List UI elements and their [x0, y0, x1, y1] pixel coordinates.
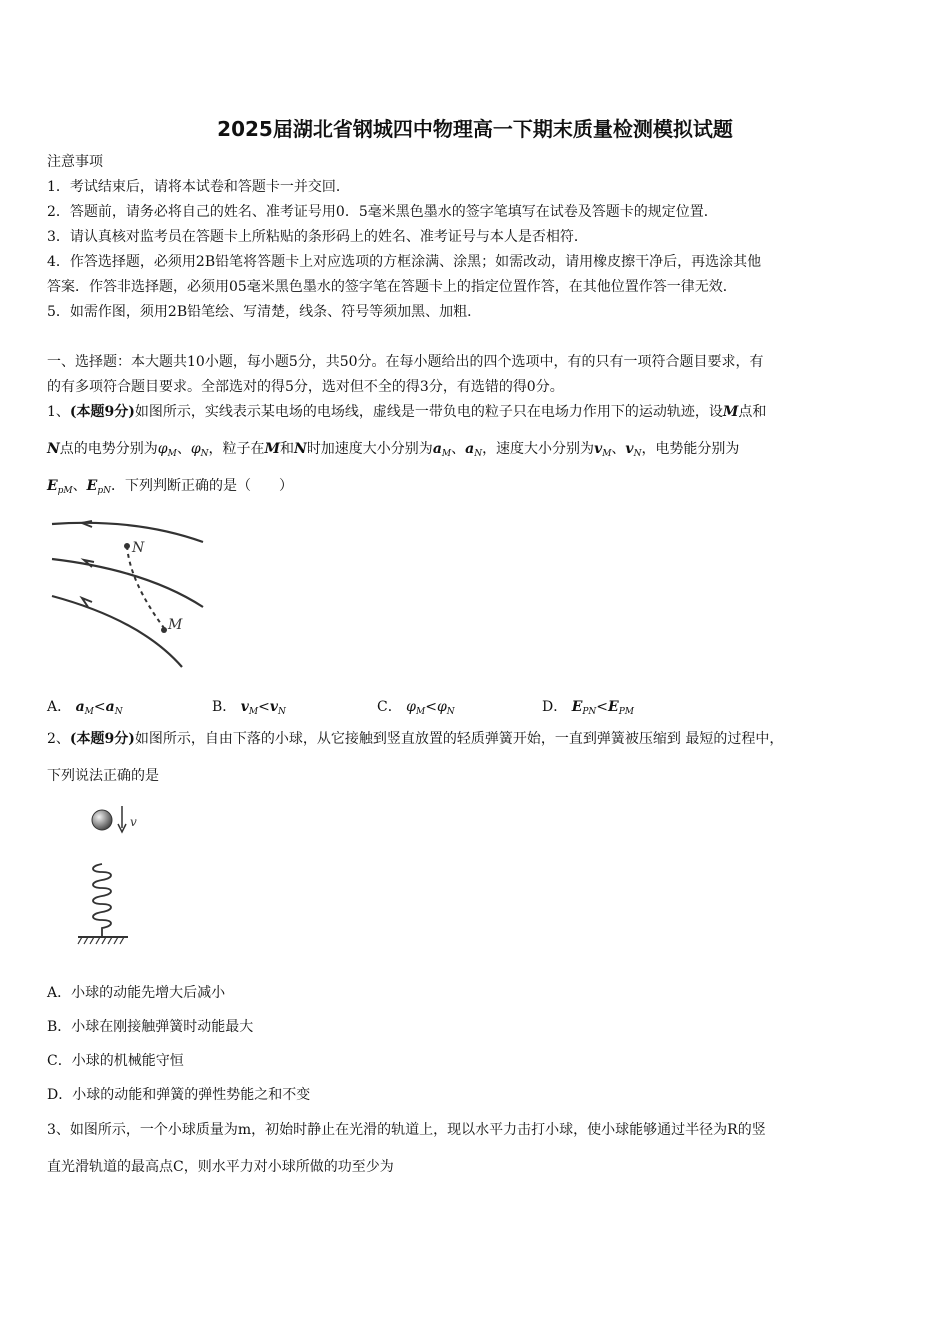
notice-item-4: 4．作答选择题，必须用2B铅笔将答题卡上对应选项的方框涂满、涂黑；如需改动，请用橡皮擦干净后，再选涂其他 — [47, 254, 762, 270]
q1-option-c[interactable] — [377, 696, 455, 717]
q2-option-d[interactable]: D．小球的动能和弹簧的弹性势能之和不变 — [47, 1087, 311, 1103]
q1-line-2 — [47, 440, 739, 463]
q1-option-d[interactable] — [542, 696, 634, 717]
q1-field-figure — [46, 510, 216, 675]
q2-line-2: 下列说法正确的是 — [47, 768, 159, 784]
q1-v: v — [594, 441, 603, 457]
q1-text-1b: 点和 — [738, 404, 767, 420]
q1-option-rel: < — [425, 699, 437, 715]
q1-E: E — [86, 478, 98, 494]
q1-option-sub: M — [84, 707, 94, 717]
q1-option-rel: < — [596, 699, 609, 715]
page-title: 2025届湖北省钢城四中物理高一下期末质量检测模拟试题 — [217, 117, 733, 141]
q1-sub: N — [633, 449, 642, 459]
notice-item-3: 3．请认真核对监考员在答题卡上所粘贴的条形码上的姓名、准考证号与本人是否相符． — [47, 229, 588, 245]
q1-option-letter: D． — [542, 699, 568, 715]
q1-M: M — [264, 441, 281, 457]
q1-option-sub: N — [446, 707, 455, 717]
q1-option-text: E — [608, 699, 619, 715]
q1-sep: 、 — [611, 441, 626, 457]
q2-number: 2、 — [47, 731, 70, 747]
q1-sub: pN — [97, 486, 111, 496]
q1-N: N — [294, 441, 307, 457]
q1-text-2e: ，电势能分别为 — [641, 441, 740, 457]
ground-hatch — [78, 937, 124, 944]
q1-option-text: φ — [406, 699, 416, 715]
q1-number: 1、 — [47, 404, 70, 420]
notice-item-4-cont: 答案．作答非选择题，必须用05毫米黑色墨水的签字笔在答题卡上的指定位置作答，在其他位置作答一律无效． — [47, 279, 737, 295]
notice-item-2: 2．答题前，请务必将自己的姓名、准考证号用0．5毫米黑色墨水的签字笔填写在试卷及答题卡的规定位置． — [47, 204, 718, 220]
point-M-dot — [161, 627, 167, 633]
q1-option-sub: M — [415, 707, 426, 717]
q1-option-text: E — [571, 699, 583, 715]
q1-sub: N — [200, 449, 209, 459]
q1-option-sub: N — [277, 707, 286, 717]
q3-line-2: 直光滑轨道的最高点C，则水平力对小球所做的功至少为 — [47, 1159, 394, 1175]
q1-sep: 、 — [451, 441, 466, 457]
q1-option-sub: N — [114, 707, 123, 717]
field-arrow-icon — [82, 521, 92, 527]
q2-text-1: 如图所示，自由下落的小球，从它接触到竖直放置的轻质弹簧开始，一直到弹簧被压缩到 最短的过程中， — [134, 731, 784, 747]
q1-text-2c: 时加速度大小分别为 — [306, 441, 433, 457]
q1-option-letter: A． — [47, 699, 72, 715]
label-N: N — [132, 540, 145, 556]
notice-item-1: 1．考试结束后，请将本试卷和答题卡一并交回． — [47, 179, 350, 195]
q2-line-1 — [47, 730, 783, 748]
q1-sub: pM — [57, 486, 73, 496]
section-intro-1: 一、选择题：本大题共10小题，每小题5分，共50分。在每小题给出的四个选项中，有的只有一项符合题目要求，有 — [47, 354, 764, 370]
q1-option-text: a — [75, 699, 85, 715]
q1-phi: φ — [190, 441, 201, 457]
q1-tag: (本题9分) — [69, 404, 135, 420]
q2-tag: (本题9分) — [69, 731, 135, 747]
q1-N: N — [47, 441, 60, 457]
q1-M: M — [722, 404, 739, 420]
q1-option-text: a — [105, 699, 115, 715]
q2-option-b[interactable]: B．小球在刚接触弹簧时动能最大 — [47, 1019, 254, 1035]
q1-option-a[interactable] — [47, 696, 123, 717]
q1-option-rel: < — [258, 699, 270, 715]
section-intro-2: 的有多项符合题目要求。全部选对的得5分，选对但不全的得3分，有选错的得0分。 — [47, 379, 564, 395]
field-line-top — [52, 523, 203, 542]
q1-option-text: φ — [436, 699, 447, 715]
q1-sub: M — [441, 449, 452, 459]
q1-text-3: ．下列判断正确的是（ ） — [110, 478, 293, 494]
point-N-dot — [124, 543, 130, 549]
notice-heading: 注意事项 — [47, 154, 103, 170]
q1-sub: M — [602, 449, 612, 459]
q1-option-letter: C． — [377, 699, 402, 715]
q1-text-2d: ，速度大小分别为 — [482, 441, 595, 457]
q1-text-1: 如图所示，实线表示某电场的电场线，虚线是一带负电的粒子只在电场力作用下的运动轨迹，设 — [134, 404, 723, 420]
spring-coil — [93, 864, 111, 936]
q1-a: a — [432, 441, 442, 457]
q1-option-text: v — [240, 699, 249, 715]
label-M: M — [168, 617, 183, 633]
q1-sep: 、 — [176, 441, 191, 457]
field-line-middle — [52, 559, 203, 607]
notice-item-5: 5．如需作图，须用2B铅笔绘、写清楚，线条、符号等须加黑、加粗． — [47, 304, 482, 320]
q1-E: E — [47, 478, 58, 494]
label-v: v — [130, 815, 137, 829]
q1-a: a — [465, 441, 475, 457]
q1-option-sub: PM — [618, 707, 634, 717]
q1-sep: 、 — [72, 478, 87, 494]
q1-option-sub: M — [248, 707, 259, 717]
ball — [92, 810, 112, 830]
q1-sub: N — [474, 449, 483, 459]
q1-line-1 — [47, 403, 766, 421]
q1-option-rel: < — [93, 699, 106, 715]
q1-option-sub: PN — [582, 707, 597, 717]
q1-option-letter: B． — [212, 699, 237, 715]
particle-trajectory — [127, 546, 164, 628]
q2-option-a[interactable]: A．小球的动能先增大后减小 — [47, 985, 226, 1001]
q1-phi: φ — [157, 441, 168, 457]
q1-option-text: v — [269, 699, 278, 715]
q2-spring-figure — [74, 800, 154, 950]
q1-text-2a: 点的电势分别为 — [59, 441, 158, 457]
q1-v: v — [625, 441, 634, 457]
q1-sub: M — [167, 449, 177, 459]
q1-and: 和 — [280, 441, 295, 457]
q1-option-b[interactable] — [212, 696, 286, 717]
q3-line-1: 3、如图所示，一个小球质量为m，初始时静止在光滑的轨道上，现以水平力击打小球，使小球能够通过半径为R的竖 — [47, 1122, 766, 1138]
q2-option-c[interactable]: C．小球的机械能守恒 — [47, 1053, 184, 1069]
q1-line-3 — [47, 477, 293, 500]
q1-text-2b: ，粒子在 — [208, 441, 265, 457]
